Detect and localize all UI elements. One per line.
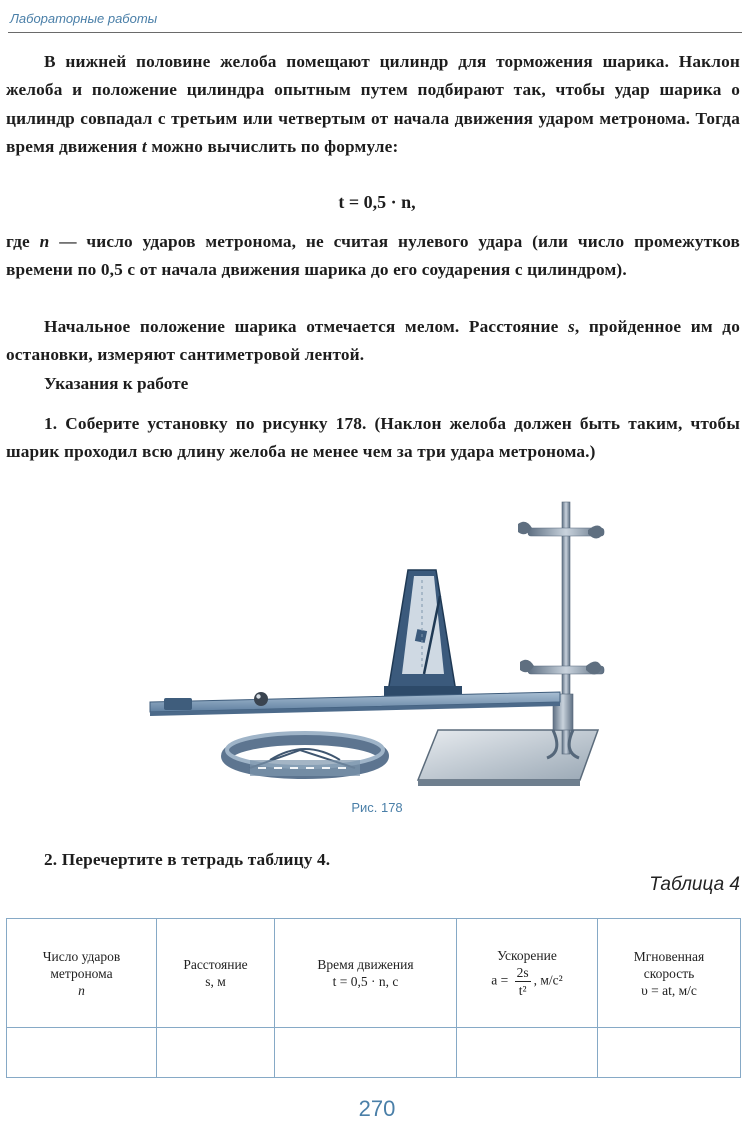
paragraph-1	[6, 48, 740, 162]
header-cell-distance	[157, 919, 275, 1028]
paragraph-1-text: В нижней половине желоба помещают цилиндр для торможения шарика. Наклон желоба и положение цилиндра опытным путем подбирают так, чтобы удар шарика о цилиндр совпадал с третьим или четвертым от начала движения ударом метронома. Тогда время движения	[6, 52, 740, 157]
acceleration-fraction	[515, 964, 531, 999]
page-header	[8, 4, 742, 33]
paragraph-3-end: , пройденное им до остановки, измеряют сантиметровой лентой.	[6, 317, 740, 365]
header-cell-acceleration	[457, 919, 598, 1028]
col5-line1: Мгновенная	[633, 948, 705, 964]
step-2	[6, 846, 740, 874]
table-cell	[7, 1028, 157, 1078]
inclined-track	[150, 692, 560, 716]
col5-line3: υ = at, м/с	[641, 982, 697, 998]
col3-line1: Время движения	[317, 957, 414, 972]
col3-line2: t = 0,5 · n, с	[332, 974, 399, 989]
col4-unit: , м/с²	[533, 972, 563, 988]
paragraph-1-end: можно вычислить по формуле:	[151, 137, 399, 157]
section-title: Лабораторные работы	[10, 11, 158, 26]
table-row	[7, 1028, 741, 1078]
col1-var: n	[78, 982, 85, 998]
metronome	[384, 570, 462, 696]
header-cell-strikes	[7, 919, 157, 1028]
variable-n: n	[39, 232, 50, 251]
paragraph-3-text: Начальное положение шарика отмечается мелом. Расстояние	[44, 317, 559, 336]
col5-line2: скорость	[643, 965, 695, 981]
data-table	[6, 918, 741, 1078]
section-heading: Указания к работе	[44, 374, 189, 393]
fraction-denominator: t²	[518, 983, 527, 998]
col2-line1: Расстояние	[183, 957, 248, 972]
col4-lhs: a =	[491, 972, 509, 988]
table-cell	[598, 1028, 741, 1078]
col2-line2: s, м	[205, 974, 226, 989]
paragraph-2-text: — число ударов метронома, не считая нулевого удара (или число промежутков времени по 0,5 с от начала движения шарика до его соударения с цилиндром).	[6, 232, 740, 280]
page-number: 270	[358, 1096, 396, 1121]
paragraph-3	[6, 313, 740, 370]
table-cell	[457, 1028, 598, 1078]
variable-t: t	[141, 137, 147, 157]
col4-line1: Ускорение	[497, 948, 557, 963]
paragraph-2	[6, 228, 740, 285]
step-2-text: Перечертите в тетрадь таблицу 4.	[61, 850, 331, 869]
table-title: Таблица 4	[649, 874, 740, 895]
header-cell-velocity	[598, 919, 741, 1028]
variable-s: s	[568, 317, 575, 336]
step-1-number: 1.	[44, 414, 58, 433]
figure-setup-illustration	[140, 498, 610, 798]
table-header-row	[7, 919, 741, 1028]
formula: t = 0,5 · n,	[338, 192, 416, 212]
fraction-numerator: 2s	[516, 965, 529, 980]
step-1-text: Соберите установку по рисунку 178. (Наклон желоба должен быть таким, чтобы шарик проходил всю длину желоба не менее чем за три удара метронома.)	[6, 414, 740, 462]
ball	[254, 692, 268, 706]
table-cell	[157, 1028, 275, 1078]
col1-line2: метронома	[50, 965, 113, 981]
step-2-number: 2.	[44, 850, 58, 869]
measuring-tape	[227, 733, 383, 776]
paragraph-2-start: где	[6, 232, 30, 251]
table-cell	[275, 1028, 457, 1078]
upper-clamp	[518, 522, 604, 539]
figure-caption: Рис. 178	[351, 800, 403, 815]
col1-line1: Число ударов	[42, 948, 121, 964]
step-1	[6, 410, 740, 467]
header-cell-time	[275, 919, 457, 1028]
